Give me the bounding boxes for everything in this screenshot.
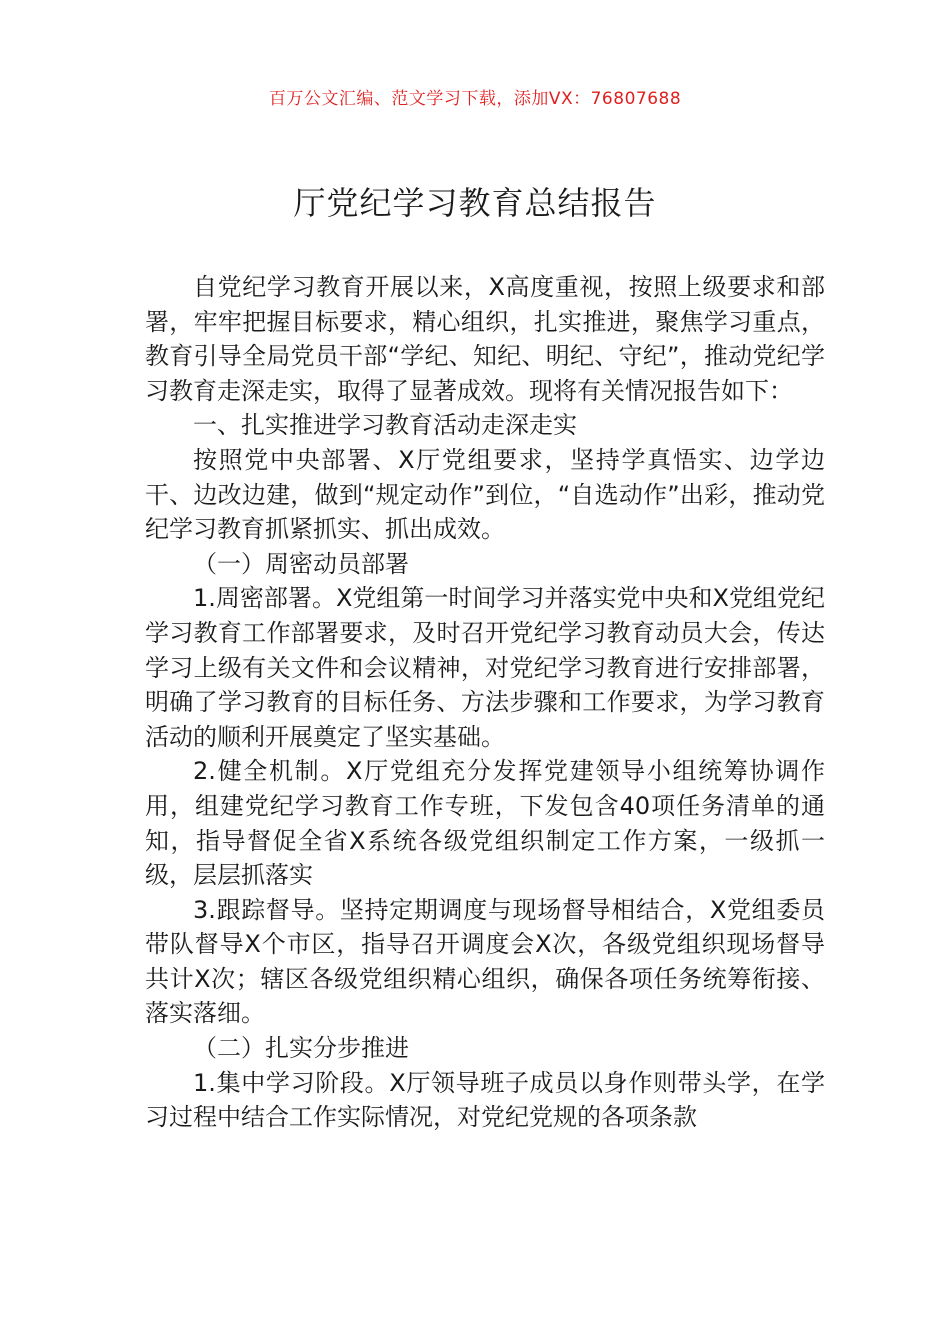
paragraph-item-2: 2.健全机制。X厅党组充分发挥党建领导小组统筹协调作用，组建党纪学习教育工作专班，下发包含40项任务清单的通知，指导督促全省X系统各级党组织制定工作方案，一级抓一级，层层抓落实 [145, 757, 825, 890]
paragraph-section-1: 按照党中央部署、X厅党组要求，坚持学真悟实、边学边干、边改边建，做到“规定动作”到位，“自选动作”出彩，推动党纪学习教育抓紧抓实、抓出成效。 [145, 445, 825, 544]
paragraph-item-3: 3.跟踪督导。坚持定期调度与现场督导相结合，X党组委员带队督导X个市区，指导召开调度会X次，各级党组织现场督导共计X次；辖区各级党组织精心组织，确保各项任务统筹衔接、落实落细。 [145, 895, 825, 1028]
section-heading-1: 一、扎实推进学习教育活动走深走实 [193, 411, 577, 440]
paragraph-item-4: 1.集中学习阶段。X厅领导班子成员以身作则带头学，在学习过程中结合工作实际情况，对党纪党规的各项条款 [145, 1068, 825, 1132]
paragraph-item-1: 1.周密部署。X党组第一时间学习并落实党中央和X党组党纪学习教育工作部署要求，及时召开党纪学习教育动员大会，传达学习上级有关文件和会议精神，对党纪学习教育进行安排部署，明确了学习教育的目标任务、方法步骤和工作要求，为学习教育活动的顺利开展奠定了坚实基础。 [145, 584, 825, 751]
subsection-heading-2: （二）扎实分步推进 [193, 1034, 409, 1063]
header-note: 百万公文汇编、范文学习下载，添加VX：76807688 [268, 89, 682, 109]
paragraph-intro: 自党纪学习教育开展以来，X高度重视，按照上级要求和部署，牢牢把握目标要求，精心组织，扎实推进，聚焦学习重点，教育引导全局党员干部“学纪、知纪、明纪、守纪”，推动党纪学习教育走深走实，取得了显著成效。现将有关情况报告如下： [145, 273, 825, 405]
subsection-heading-1: （一）周密动员部署 [193, 549, 409, 578]
document-body [145, 270, 825, 1135]
document-title: 厅党纪学习教育总结报告 [293, 184, 657, 222]
